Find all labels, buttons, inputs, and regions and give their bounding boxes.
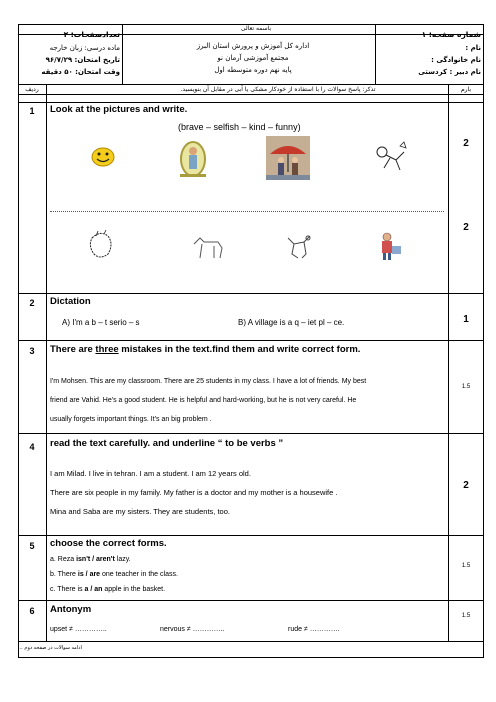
smiley-face-picture (90, 146, 116, 168)
score-label: بارم (460, 86, 472, 93)
question-score: 2 (463, 138, 469, 149)
paragraph (50, 464, 446, 521)
antonym-item: upset ≠ ………….. (50, 626, 107, 633)
divider (18, 102, 484, 103)
question-number: 6 (29, 606, 35, 616)
people-under-umbrella-picture (266, 136, 310, 180)
question-score: 1.5 (461, 613, 471, 619)
divider (18, 641, 484, 642)
family-name-field: نام خانوادگی : (431, 56, 481, 64)
boy-helping-picture (374, 230, 404, 262)
question-title (50, 344, 360, 355)
question-number: 3 (29, 346, 35, 356)
exam-date: تاریخ امتحان: ۹۶/۷/۲۹ (45, 56, 120, 64)
question-score: 2 (463, 480, 469, 491)
divider (18, 535, 484, 536)
question-title-underlined: three (95, 344, 119, 355)
question-number: 4 (29, 442, 35, 452)
org-line-3: پایه نهم دوره متوسطه اول (214, 66, 292, 74)
paragraph-line: friend are Vahid. He's a good student. He is helpful and hard-working, but he is not very careful. He (50, 397, 357, 404)
teacher-name: نام دبیر : کردستی (418, 68, 481, 76)
divider (18, 94, 484, 95)
question-number: 1 (29, 106, 35, 116)
man-in-mirror-picture (178, 139, 208, 179)
question-title: read the text carefully. and underline “ to be verbs ” (50, 438, 284, 449)
question-score: 1 (463, 314, 469, 325)
org-line-1: اداره کل آموزش و پرورش استان البرز (196, 42, 310, 50)
question-number: 5 (29, 541, 35, 551)
horse-sketch-picture (190, 232, 226, 262)
paragraph-line: I am Milad. I live in tehran. I am a student. I am 12 years old. (50, 469, 251, 478)
question-title-pre: There are (50, 344, 96, 355)
paragraph-line: usually forgets important things. It's an big problem . (50, 416, 212, 423)
divider (18, 600, 484, 601)
org-line-2: مجتمع آموزشی آرمان نو (217, 54, 289, 62)
total-pages: تعدادصفحات: ۲ (63, 30, 120, 39)
question-title: Look at the pictures and write. (50, 104, 188, 115)
choice-list (50, 552, 446, 597)
divider (18, 34, 484, 35)
question-title-post: mistakes in the text.find them and write correct form. (118, 344, 361, 355)
question-score: 1.5 (461, 563, 471, 569)
pig-sketch-picture (86, 228, 116, 262)
exam-time: وقت امتحان: ۵۰ دقیقه (41, 68, 120, 76)
choice-line: a. Reza isn't / aren't lazy. (50, 556, 131, 563)
question-score: 2 (463, 222, 469, 233)
question-score: 1.5 (461, 384, 471, 390)
header-divider (375, 24, 376, 84)
divider (18, 340, 484, 341)
paragraph-line: Mina and Saba are my sisters. They are students, too. (50, 507, 230, 516)
animal-sketch-picture (282, 230, 314, 260)
student-name-field: نام : (465, 44, 481, 52)
dictation-a: A) I'm a b – t serio – s (62, 318, 140, 327)
doodle-figure-picture (370, 140, 410, 172)
question-title: choose the correct forms. (50, 538, 167, 549)
word-options: (brave – selfish – kind – funny) (178, 122, 301, 132)
question-number: 2 (29, 298, 35, 308)
page-number: شماره صفحه: ۱ (421, 30, 481, 39)
divider (18, 84, 484, 85)
header-divider (122, 24, 123, 84)
choice-line: c. There is a / an apple in the basket. (50, 586, 166, 593)
row-label: ردیف (25, 86, 39, 93)
divider (18, 293, 484, 294)
paragraph-line: I'm Mohsen. This are my classroom. There are 25 students in my class. I have a lot of friends. My best (50, 378, 367, 385)
continuation-note: ادامه سوالات در صفحه دوم ... (18, 645, 82, 651)
question-title: Antonym (50, 604, 92, 615)
column-divider (46, 84, 47, 641)
instructions-note: تذکر: پاسخ سوالات را با استفاده از خودکار مشکی یا آبی در مقابل آن بنویسید. (180, 86, 376, 93)
subject: ماده درسی: زبان خارجه (49, 44, 120, 52)
choice-line: b. There is / are one teacher in the class. (50, 571, 178, 578)
dotted-separator (50, 211, 444, 212)
dictation-b: B) A village is a q – iet pl – ce. (238, 318, 345, 327)
column-divider (448, 84, 449, 641)
antonym-item: rude ≠ …………. (288, 626, 340, 633)
question-title: Dictation (50, 296, 91, 307)
paragraph (50, 372, 446, 429)
antonym-item: nervous ≠ ………….. (160, 626, 225, 633)
divider (18, 433, 484, 434)
basmala: باسمه تعالی (240, 25, 272, 32)
paragraph-line: There are six people in my family. My father is a doctor and my mother is a housewife . (50, 488, 338, 497)
